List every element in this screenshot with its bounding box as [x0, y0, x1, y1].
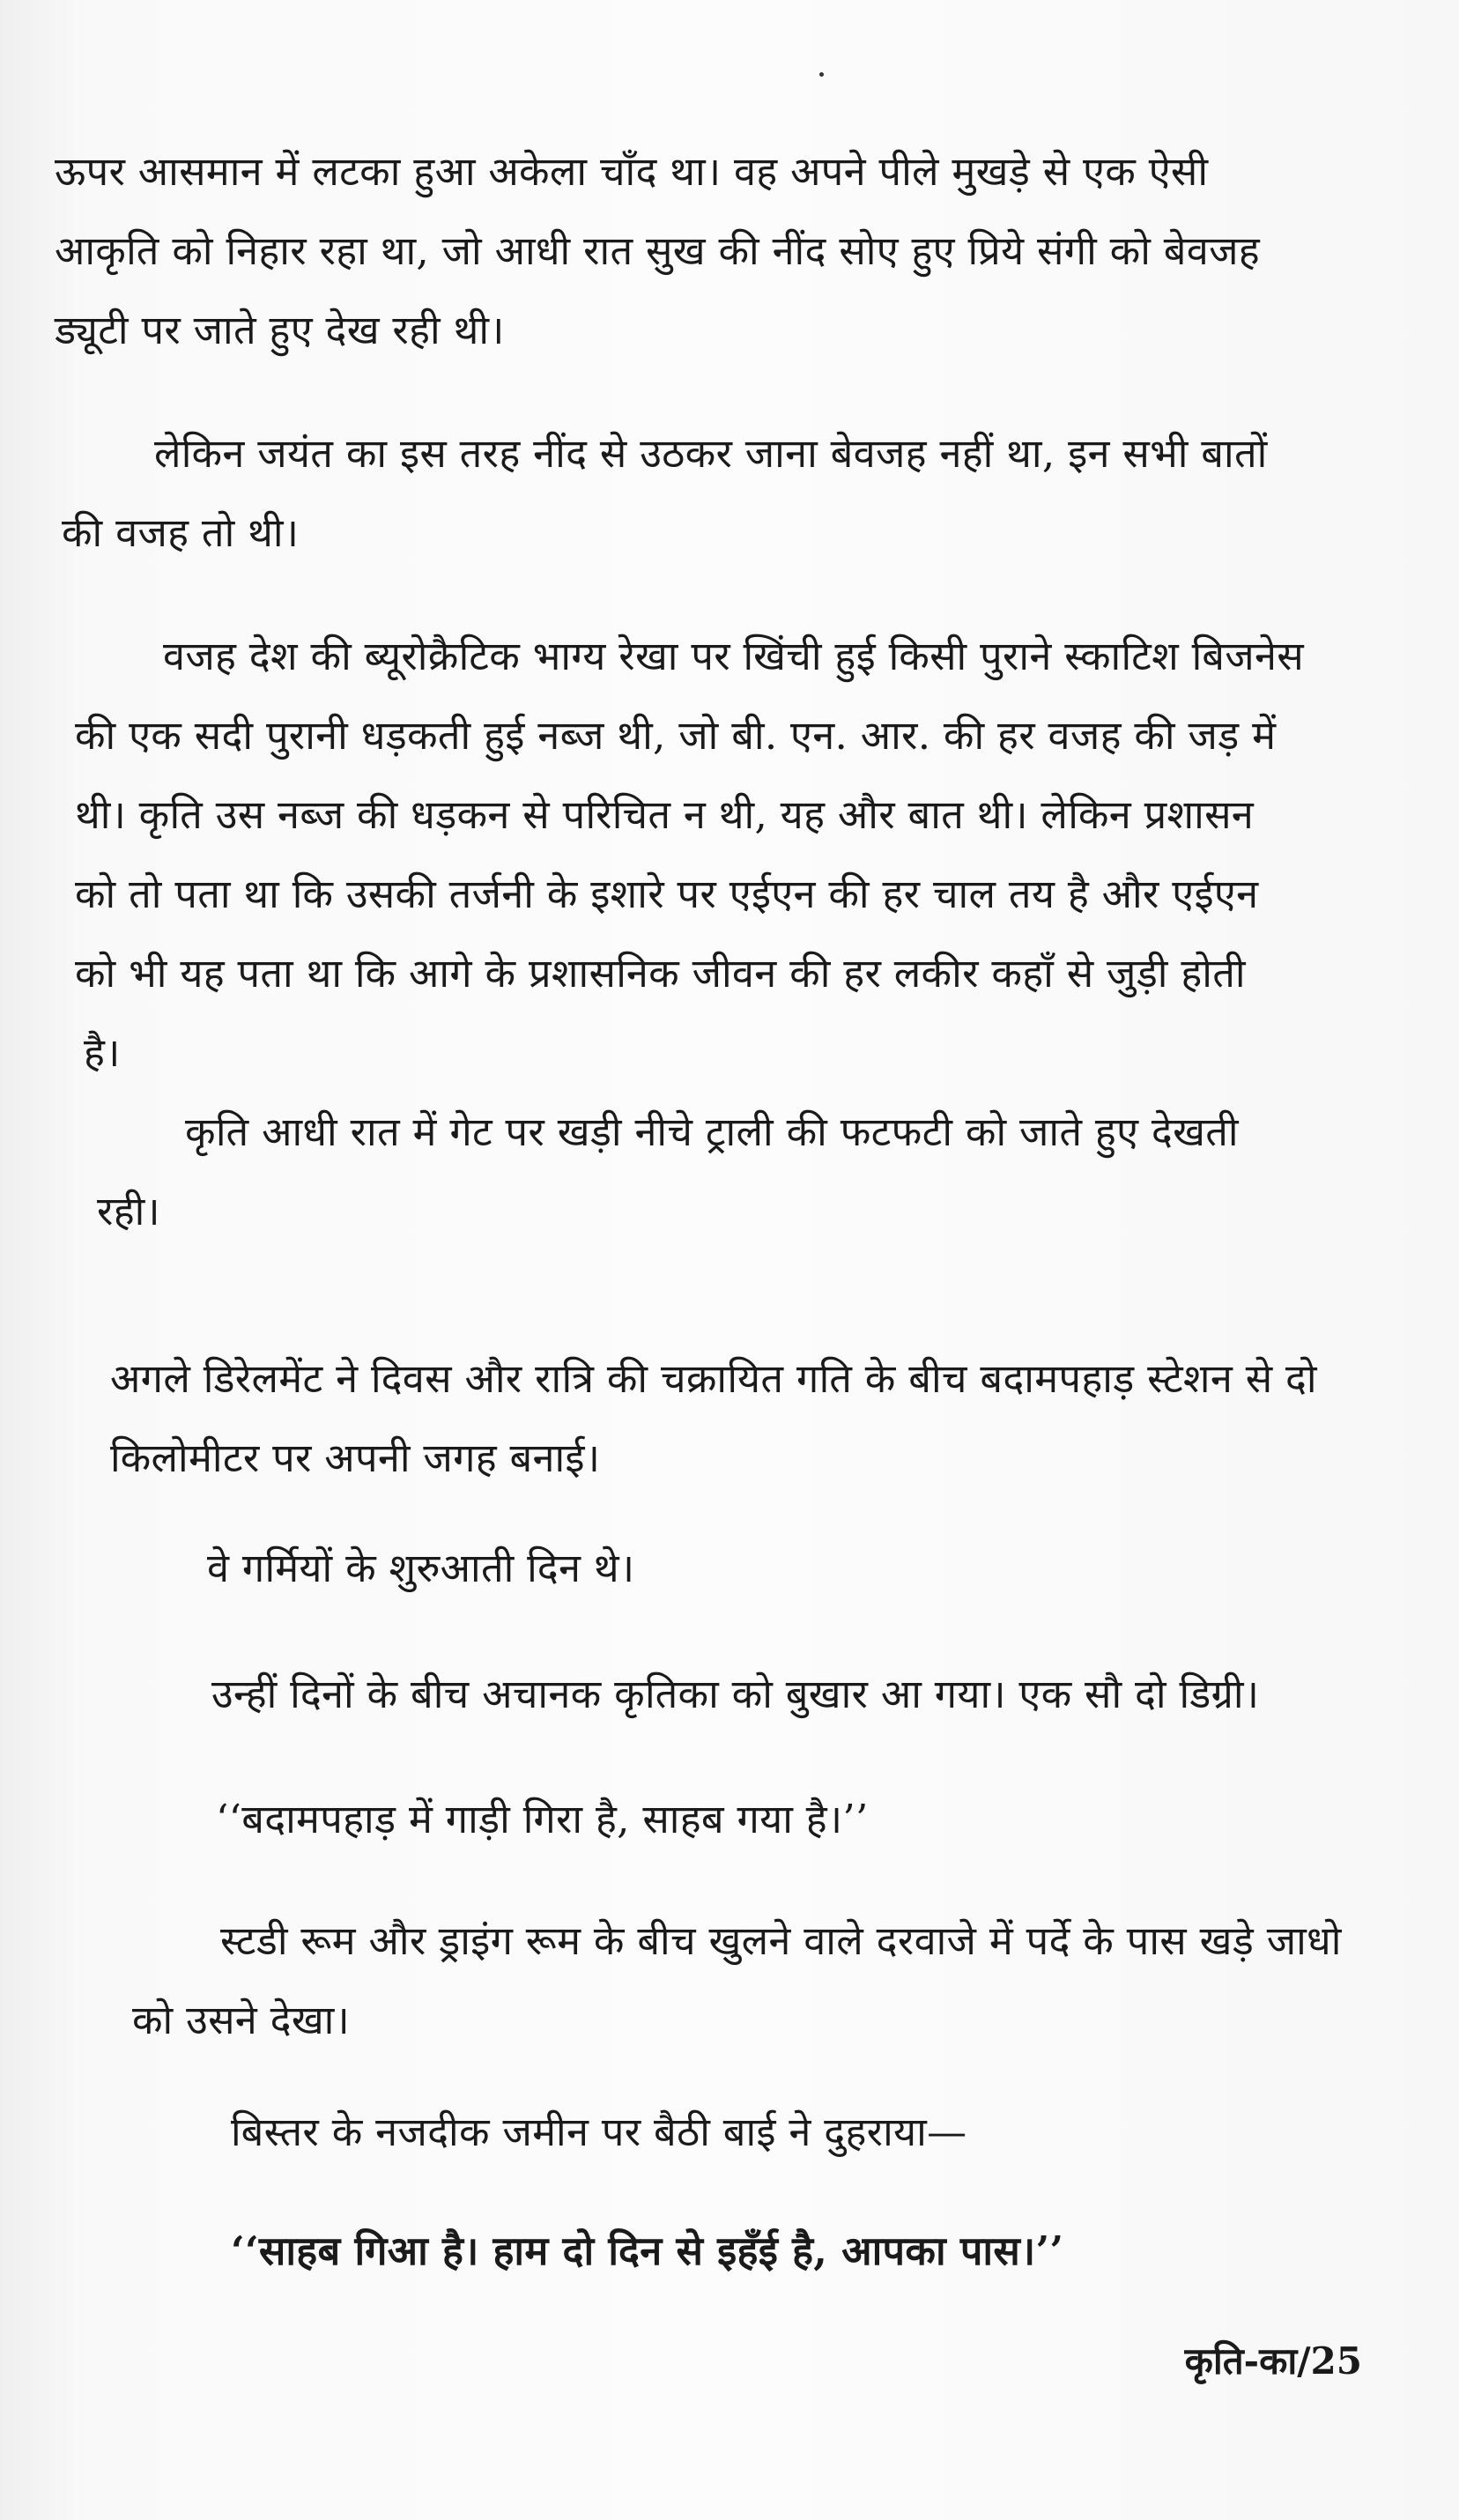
text-line: ‘‘साहब गिआ है। हाम दो दिन से इहँई है, आपका पास।’’: [231, 2227, 1064, 2274]
text-line: स्टडी रूम और ड्राइंग रूम के बीच खुलने वाले दरवाजे में पर्दे के पास खड़े जाधो: [220, 1917, 1342, 1964]
ink-speck: [819, 72, 824, 77]
paragraph-3: [0, 617, 1459, 1093]
paragraph-11: [0, 2212, 1459, 2291]
paragraph-1: [0, 132, 1459, 370]
text-line: अगले डिरेलमेंट ने दिवस और रात्रि की चक्रायित गति के बीच बदामपहाड़ स्टेशन से दो: [110, 1355, 1317, 1402]
paragraph-4: [0, 1093, 1459, 1251]
text-line: की वजह तो थी।: [62, 509, 300, 556]
paragraph-7: [0, 1655, 1459, 1734]
text-line: ड्यूटी पर जाते हुए देख रही थी।: [55, 307, 505, 353]
text-line: को तो पता था कि उसकी तर्जनी के इशारे पर एईएन की हर चाल तय है और एईएन: [75, 871, 1259, 917]
text-line: रही।: [97, 1188, 160, 1234]
paragraph-5: [0, 1339, 1459, 1498]
text-line: को उसने देखा।: [132, 1997, 350, 2043]
text-line: थी। कृति उस नब्ज की धड़कन से परिचित न थी, यह और बात थी। लेकिन प्रशासन: [75, 791, 1255, 838]
text-line: कृति आधी रात में गेट पर खड़ी नीचे ट्राली की फटफटी को जाते हुए देखती: [185, 1108, 1239, 1155]
text-line: ऊपर आसमान में लटका हुआ अकेला चाँद था। वह अपने पीले मुखड़े से एक ऐसी: [55, 148, 1209, 195]
text-line: ‘‘बदामपहाड़ में गाड़ी गिरा है, साहब गया है।’’: [216, 1796, 869, 1842]
paragraph-10: [0, 2093, 1459, 2172]
page-number-label: कृति-का/25: [1184, 2339, 1362, 2383]
text-line: आकृति को निहार रहा था, जो आधी रात सुख की नींद सोए हुए प्रिये संगी को बेवजह: [55, 227, 1260, 274]
paragraph-8: [0, 1780, 1459, 1859]
text-line: वजह देश की ब्यूरोक्रैटिक भाग्य रेखा पर खिंची हुई किसी पुराने स्काटिश बिजनेस: [163, 633, 1304, 679]
text-line: को भी यह पता था कि आगे के प्रशासनिक जीवन की हर लकीर कहाँ से जुड़ी होती: [75, 950, 1246, 997]
text-line: लेकिन जयंत का इस तरह नींद से उठकर जाना बेवजह नहीं था, इन सभी बातों: [154, 430, 1268, 477]
text-line: वे गर्मियों के शुरुआती दिन थे।: [207, 1545, 635, 1591]
text-line: बिस्तर के नजदीक जमीन पर बैठी बाई ने दुहराया—: [231, 2109, 967, 2155]
paragraph-9: [0, 1901, 1459, 2060]
text-line: है।: [84, 1029, 121, 1076]
text-line: किलोमीटर पर अपनी जगह बनाई।: [110, 1434, 601, 1481]
paragraph-2: [0, 414, 1459, 573]
text-line: उन्हीं दिनों के बीच अचानक कृतिका को बुखार आ गया। एक सौ दो डिग्री।: [211, 1671, 1260, 1717]
paragraph-6: [0, 1529, 1459, 1608]
text-line: की एक सदी पुरानी धड़कती हुई नब्ज थी, जो बी. एन. आर. की हर वजह की जड़ में: [75, 712, 1277, 759]
